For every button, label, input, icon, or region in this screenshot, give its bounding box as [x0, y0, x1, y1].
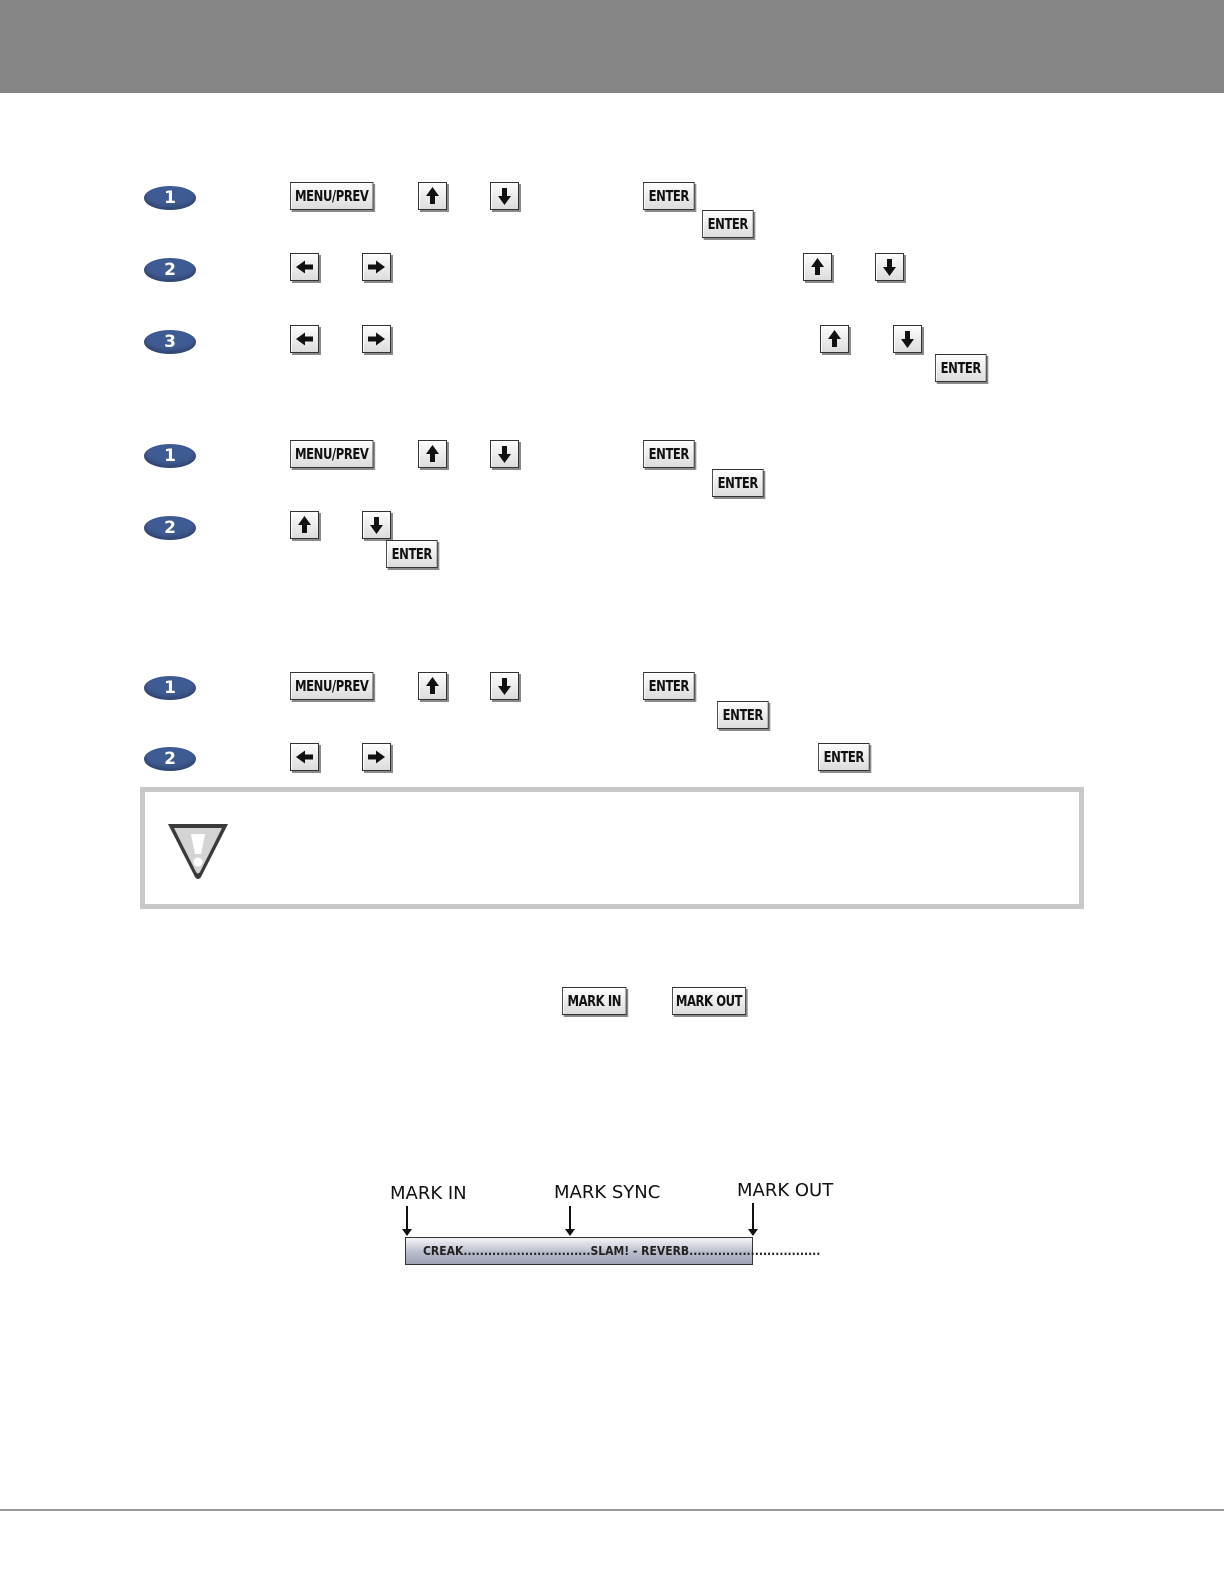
- clip-bar: CREAK...............................SLAM! - REVERB................................: [405, 1237, 753, 1265]
- down-arrow-key[interactable]: [893, 325, 922, 353]
- step-badge: 2: [144, 747, 196, 771]
- right-arrow-key[interactable]: [362, 325, 391, 353]
- up-arrow-key[interactable]: [820, 325, 849, 353]
- right-arrow-key[interactable]: [362, 253, 391, 281]
- mark-timeline-diagram: [380, 1170, 860, 1270]
- enter-key[interactable]: ENTER: [386, 540, 438, 568]
- mark-in-key[interactable]: MARK IN: [562, 987, 627, 1015]
- note-box: [140, 787, 1084, 909]
- enter-key[interactable]: ENTER: [643, 440, 695, 468]
- enter-key[interactable]: ENTER: [643, 672, 695, 700]
- left-arrow-key[interactable]: [290, 253, 319, 281]
- mark-out-pointer: [752, 1203, 754, 1234]
- up-arrow-key[interactable]: [803, 253, 832, 281]
- step-badge: 3: [144, 330, 196, 354]
- enter-key[interactable]: ENTER: [712, 469, 764, 497]
- menu-prev-key[interactable]: MENU/PREV: [290, 182, 373, 210]
- footer-rule: [0, 1509, 1224, 1511]
- step-badge: 1: [144, 186, 196, 210]
- up-arrow-key[interactable]: [290, 511, 319, 539]
- step-badge: 1: [144, 676, 196, 700]
- mark-in-label: MARK IN: [390, 1183, 467, 1204]
- mark-out-label: MARK OUT: [737, 1180, 834, 1201]
- warning-triangle-icon: [165, 820, 231, 882]
- down-arrow-key[interactable]: [490, 440, 519, 468]
- mark-sync-pointer: [569, 1206, 571, 1234]
- left-arrow-key[interactable]: [290, 325, 319, 353]
- enter-key[interactable]: ENTER: [717, 701, 769, 729]
- header-band: [0, 0, 1224, 93]
- down-arrow-key[interactable]: [490, 672, 519, 700]
- enter-key[interactable]: ENTER: [818, 743, 870, 771]
- up-arrow-key[interactable]: [418, 672, 447, 700]
- enter-key[interactable]: ENTER: [935, 354, 987, 382]
- step-badge: 2: [144, 516, 196, 540]
- down-arrow-key[interactable]: [490, 182, 519, 210]
- menu-prev-key[interactable]: MENU/PREV: [290, 672, 373, 700]
- up-arrow-key[interactable]: [418, 440, 447, 468]
- mark-sync-label: MARK SYNC: [554, 1182, 661, 1203]
- enter-key[interactable]: ENTER: [702, 210, 754, 238]
- mark-in-pointer: [406, 1206, 408, 1234]
- mark-out-key[interactable]: MARK OUT: [672, 987, 746, 1015]
- right-arrow-key[interactable]: [362, 743, 391, 771]
- down-arrow-key[interactable]: [875, 253, 904, 281]
- left-arrow-key[interactable]: [290, 743, 319, 771]
- enter-key[interactable]: ENTER: [643, 182, 695, 210]
- down-arrow-key[interactable]: [362, 511, 391, 539]
- menu-prev-key[interactable]: MENU/PREV: [290, 440, 373, 468]
- step-badge: 2: [144, 258, 196, 282]
- step-badge: 1: [144, 444, 196, 468]
- up-arrow-key[interactable]: [418, 182, 447, 210]
